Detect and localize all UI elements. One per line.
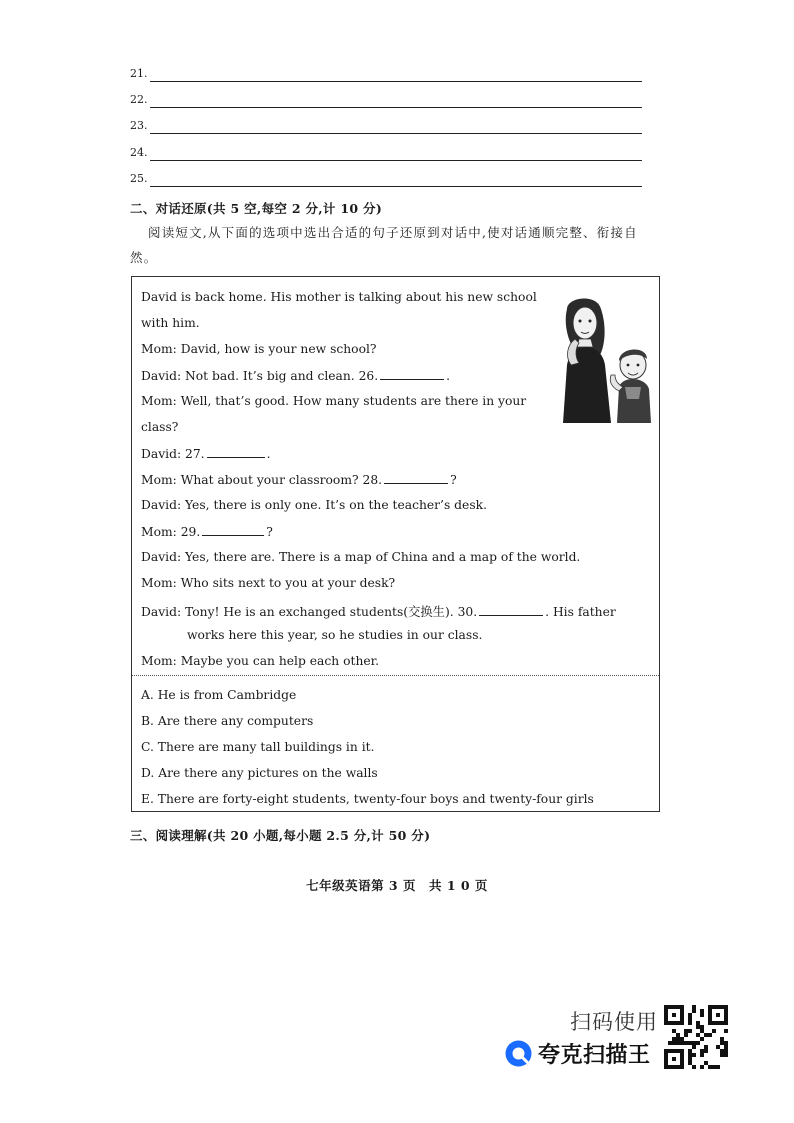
page-footer: 七年级英语第 3 页 共 1 0 页 — [306, 878, 488, 893]
dialogue-text: David: Tony! He is an exchanged students(交换生). 30. — [141, 605, 478, 619]
mother-son-illustration — [549, 295, 657, 423]
blank-27[interactable] — [207, 446, 265, 458]
dialogue-text: ? — [450, 473, 457, 487]
section2-instructions: 阅读短文,从下面的选项中选出合适的句子还原到对话中,使对话通顺完整、衔接自然。 — [130, 225, 638, 265]
dialogue-text: ? — [266, 525, 273, 539]
dialogue-line: David: Yes, there are. There is a map of China and a map of the world. — [141, 550, 581, 564]
scanner-slogan: 扫码使用 — [570, 1010, 658, 1034]
dialogue-text: Mom: 29. — [141, 525, 201, 539]
dotted-separator — [132, 675, 659, 676]
answer-lines — [130, 66, 642, 197]
dialogue-line: class? — [141, 420, 179, 434]
scanner-brand — [505, 1036, 651, 1070]
blank-30[interactable] — [479, 604, 543, 616]
answer-line-23 — [130, 118, 642, 144]
dialogue-text: . His father — [545, 605, 616, 619]
dialogue-box — [131, 276, 660, 812]
answer-line-25 — [130, 171, 642, 197]
dialogue-line: David: Yes, there is only one. It’s on the teacher’s desk. — [141, 498, 487, 512]
answer-rule — [150, 160, 642, 161]
qr-code-icon[interactable] — [664, 1005, 728, 1069]
answer-number: 24. — [130, 145, 148, 159]
blank-29[interactable] — [202, 524, 264, 536]
answer-rule — [150, 186, 642, 187]
dialogue-text: Mom: What about your classroom? 28. — [141, 473, 383, 487]
dialogue-line — [141, 472, 457, 487]
option-b: B. Are there any computers — [141, 714, 314, 728]
option-e: E. There are forty-eight students, twenty-four boys and twenty-four girls — [141, 792, 594, 806]
answer-rule — [150, 133, 642, 134]
brand-name: 夸克扫描王 — [538, 1042, 651, 1068]
dialogue-text: David: Not bad. It’s big and clean. 26. — [141, 369, 379, 383]
answer-rule — [150, 81, 642, 82]
dialogue-line — [141, 446, 270, 461]
blank-26[interactable] — [380, 368, 444, 380]
dialogue-line: Mom: David, how is your new school? — [141, 342, 377, 356]
dialogue-line — [141, 524, 273, 539]
dialogue-line: Mom: Well, that’s good. How many students are there in your — [141, 394, 527, 408]
section3-heading: 三、阅读理解(共 20 小题,每小题 2.5 分,计 50 分) — [130, 828, 431, 843]
dialogue-intro-line: with him. — [141, 316, 200, 330]
option-a: A. He is from Cambridge — [141, 688, 297, 702]
dialogue-text: . — [446, 369, 451, 383]
answer-number: 25. — [130, 171, 148, 185]
answer-number: 21. — [130, 67, 148, 80]
dialogue-line: Mom: Maybe you can help each other. — [141, 654, 380, 668]
dialogue-line: works here this year, so he studies in our class. — [187, 628, 483, 642]
dialogue-line — [141, 368, 450, 383]
option-d: D. Are there any pictures on the walls — [141, 766, 378, 780]
answer-number: 23. — [130, 119, 148, 133]
section2-heading: 二、对话还原(共 5 空,每空 2 分,计 10 分) — [130, 201, 383, 216]
blank-28[interactable] — [384, 472, 448, 484]
answer-line-24 — [130, 145, 642, 171]
answer-line-21 — [130, 66, 642, 92]
dialogue-text: David: 27. — [141, 447, 205, 461]
dialogue-line — [141, 602, 616, 620]
option-c: C. There are many tall buildings in it. — [141, 740, 375, 754]
answer-line-22 — [130, 92, 642, 118]
dialogue-intro-line: David is back home. His mother is talking about his new school — [141, 290, 537, 304]
answer-rule — [150, 107, 642, 108]
answer-number: 22. — [130, 93, 148, 107]
quark-logo-icon — [505, 1040, 532, 1067]
dialogue-line: Mom: Who sits next to you at your desk? — [141, 576, 396, 590]
dialogue-text: . — [266, 447, 271, 461]
